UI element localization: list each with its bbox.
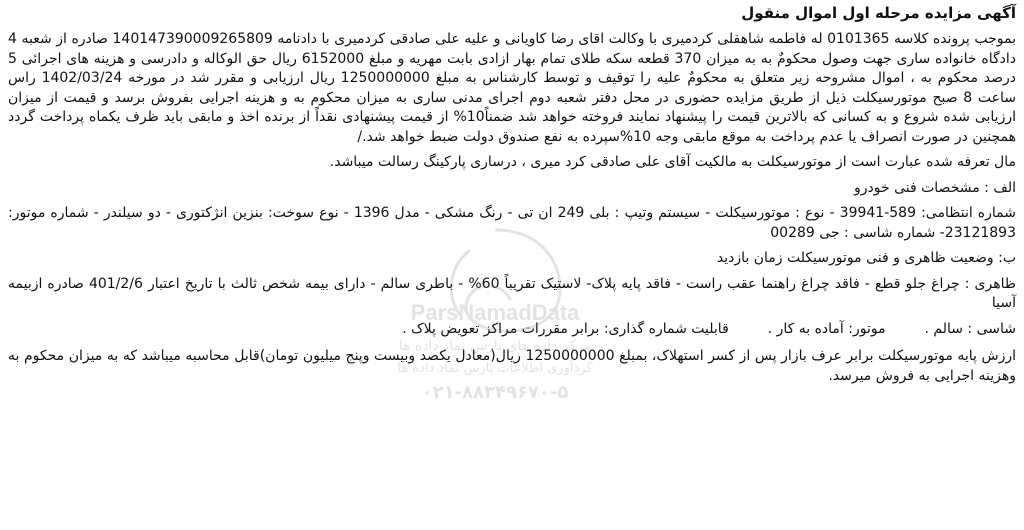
auction-notice bbox=[8, 4, 1016, 392]
engine-condition: موتور: آماده به کار . bbox=[767, 320, 886, 337]
notice-intro-paragraph: بموجب پرونده کلاسه 0101365 له فاطمه شاهقلی کردمیری با وکالت اقای رضا کاویانی و علیه علی صادقی کردمیری با دادنامه 140147390009265809 صادره از شعبه 4 دادگاه خانواده ساری جهت وصول محکومٌ به به میزان 370 قطعه سکه طلای تمام بهار ازادی بابت مهریه و مبلغ 6152000 ریال حق الوکاله و دادرسی و هزینه های اجرائی 5 درصد محکوم به ، اموال مشروحه زیر متعلق به محکومٌ علیه را توقیف و توسط کارشناس به مبلغ 1250000000 ریال ارزیابی و مقرر شد در مورخه 1402/03/24 راس ساعت 8 صبح موتورسیکلت ذیل از طریق مزایده حضوری در محل دفتر شعبه دوم اجرای مدنی ساری به میزان محکوم به و هزینه اجرایی بفروش برسد و قیمت از میزان ارزیابی شده شروع و به کسانی که بالاترین قیمت را پیشنهاد نمایند فروخته خواهد شد ضمناً10% از قیمت پیشنهادی نقداً از برنده اخذ و مابقی باید ظرف یکماه پرداخت گردد همچنین در صورت انصراف یا عدم پرداخت به موقع مابقی وجه 10%سپرده به نفع صندوق دولت ضبط خواهد شد./ bbox=[8, 31, 1017, 145]
section-a-heading: الف : مشخصات فنی خودرو bbox=[853, 179, 1016, 196]
chassis-condition: شاسی : سالم . bbox=[924, 320, 1016, 337]
base-valuation: ارزش پایه موتورسیکلت برابر عرف بازار پس از کسر استهلاک، بمبلغ 1250000000 ریال(معادل یکصد وبیست وپنج میلیون تومان)قابل محاسبه میباشد که به میزان محکوم به وهزینه اجرایی به فروش میرسد. bbox=[8, 348, 1017, 384]
notice-title: آگهی مزایده مرحله اول اموال منقول bbox=[741, 4, 1016, 22]
watermark-phone: ۰۲۱-۸۸۳۴۹۶۷۰-۵ bbox=[421, 382, 569, 403]
section-b-heading: ب: وضعیت ظاهری و فنی موتورسیکلت زمان بازدید bbox=[716, 250, 1016, 266]
plate-eligibility: قابلیت شماره گذاری: برابر مقررات مراکز تعویض پلاک . bbox=[402, 320, 729, 337]
watermark-line-2: گردآوری اطلاعات پارس نماد داده ها bbox=[397, 361, 593, 376]
ownership-statement: مال تعرفه شده عبارت است از موتورسیکلت به مالکیت آقای علی صادقی کرد میری ، درساری پارکینگ رسالت میباشد. bbox=[329, 154, 1016, 170]
vehicle-specs: شماره انتظامی: 589-39941 - نوع : موتورسیکلت - سیستم وتیپ : بلی 249 ان تی - رنگ مشکی - مدل 1396 - نوع سوخت: بنزین انژکتوری - دو سیلندر - شماره موتور: 23121893- شماره شاسی : جی 00289 bbox=[8, 205, 1016, 241]
appearance-condition: ظاهری : چراغ جلو قطع - فاقد چراغ راهنما عقب راست - فاقد پایه پلاک- لاستیک تقریباً 60% - باطری سالم - دارای بیمه شخص ثالث با تاریخ اعتبار 401/2/6 صادره ازبیمه آسیا bbox=[8, 275, 1016, 311]
watermark-line-1: مرکز داده های پارس نماد داده ها bbox=[398, 338, 592, 354]
condition-summary bbox=[8, 320, 1016, 340]
watermark-brand: ParsNamadData bbox=[410, 300, 580, 325]
